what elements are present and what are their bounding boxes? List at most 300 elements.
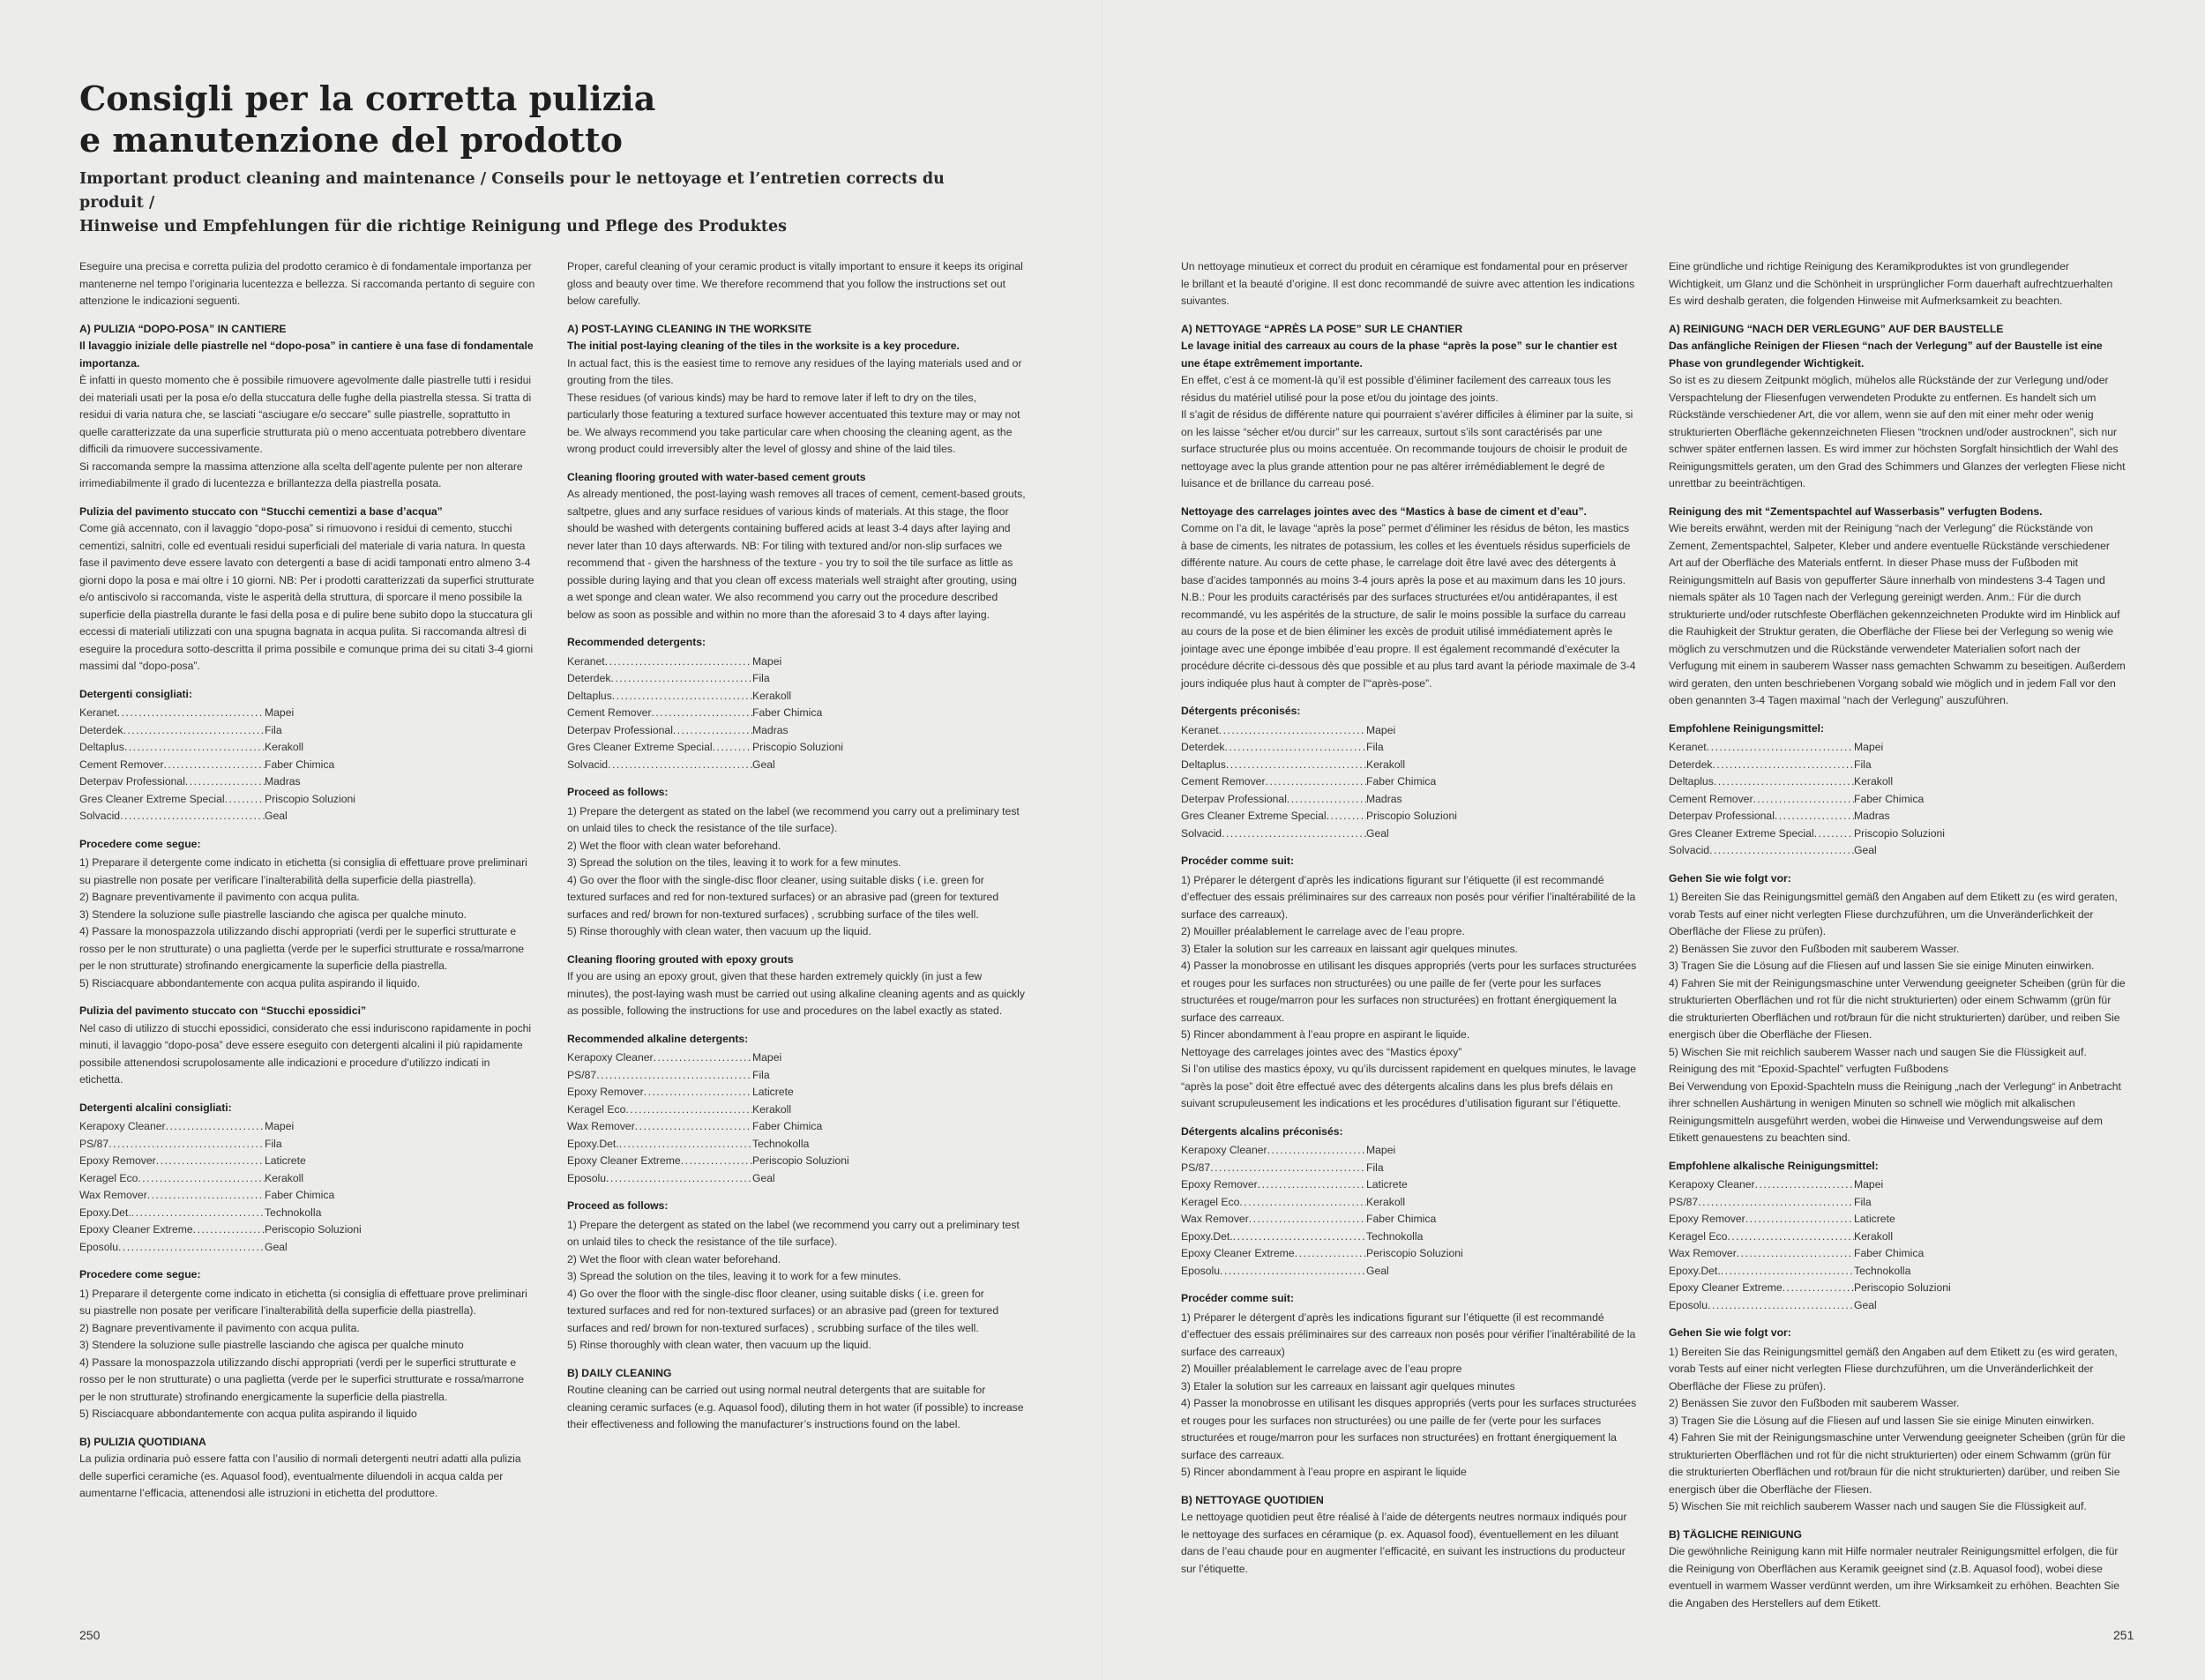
detergent-name: PS/87: [1181, 1161, 1211, 1174]
detergent-item: [1181, 1194, 1463, 1212]
procedure-steps: [79, 855, 535, 992]
detergent-name: Deltaplus: [1669, 775, 1714, 788]
procedure-step: 5) Wischen Sie mit reichlich sauberem Wasser nach und saugen Sie die Flüssigkeit auf.: [1669, 1500, 2087, 1512]
detergent-brand: Fila: [1854, 1195, 1872, 1208]
procedure-heading: Procéder comme suit:: [1181, 855, 1295, 867]
detergent-name: PS/87: [79, 1137, 109, 1150]
cement-grout-paragraph: Come già accennato, con il lavaggio “dopo-posa” si rimuovono i residui di cemento, stucchi cementizi, salnitri, colle ed eventuali residui superficiali del materiale di varia natura. In questa fase il pavimento deve essere lavato con detergenti a base di acidi tamponati entro almeno 3-4 giorni dopo la posa e mai oltre i 10 giorni. NB: Per i prodotti caratterizzati da superfici strutturate e/o antiscivolo si raccomanda, viste le asperità della struttura, di sporcare il meno possibile la superficie della piastrella durante le fasi della posa e di pulire bene subito dopo la stuccatura gli eccessi di materiali utilizzati con una spugna bagnata in acqua pulita. Si raccomanda altresì di eseguire la procedura sotto-descritta il prima possibile e comunque prima dei su citati 3-4 giorni massimi dal “dopo-posa”.: [79, 522, 534, 672]
detergent-brand: Mapei: [1854, 1178, 1884, 1191]
procedure-heading: Proceed as follows:: [567, 786, 669, 798]
detergent-name: Deterdek: [1669, 758, 1713, 771]
procedure-heading: Procéder comme suit:: [1181, 1292, 1295, 1304]
detergent-name: Deltaplus: [1181, 758, 1226, 771]
detergent-name: Solvacid: [567, 758, 609, 771]
detergent-brand: Madras: [265, 775, 301, 788]
detergent-brand: Technokolla: [1366, 1229, 1424, 1243]
detergent-brand: Periscopio Soluzioni: [752, 1154, 849, 1167]
detergent-brand: Geal: [752, 758, 775, 771]
detergent-name: Epoxy.Det.: [79, 1206, 131, 1219]
procedure-step: 4) Passer la monobrosse en utilisant les disques appropriés (verts pour les surfaces structurées et rouges pour les surfaces non structurées) ou une paille de fer (verte pour les surfaces structurées et rouge/marron pour les surfaces non structurées) en frottant énergiquement la surface des carreaux.: [1181, 959, 1637, 1024]
detergent-name: PS/87: [1669, 1195, 1699, 1208]
section-a-heading: A) PULIZIA “DOPO-POSA” IN CANTIERE: [79, 322, 287, 335]
procedure-step: 1) Bereiten Sie das Reinigungsmittel gemäß den Angaben auf dem Etikett zu (es wird geraten, vorab Tests auf einer nicht verlegten Fliese durchzuführen, um die Unveränderlichkeit der Oberfläche der Fliese zu prüfen).: [1669, 891, 2118, 937]
detergents-list: [79, 705, 535, 825]
detergent-brand: Kerakoll: [1854, 1229, 1894, 1243]
detergent-brand: Kerakoll: [1366, 1195, 1406, 1208]
procedure-step: 4) Passer la monobrosse en utilisant les disques appropriés (verts pour les surfaces structurées et rouges pour les surfaces non structurées) ou une paille de fer (verte pour les surfaces structurées et rouge/marron pour les surfaces non structurées) en frottant énergiquement la surface des carreaux.: [1181, 1397, 1637, 1461]
detergent-item: [1669, 1228, 1951, 1246]
detergent-name: Deltaplus: [567, 689, 612, 702]
detergent-name: Epoxy.Det.: [1181, 1229, 1233, 1243]
detergent-name: Wax Remover: [79, 1189, 147, 1201]
detergent-item: [79, 1118, 362, 1136]
alkaline-detergents-list: [1181, 1142, 1638, 1280]
detergent-name: Epoxy.Det.: [567, 1137, 619, 1150]
detergent-item: [79, 1187, 362, 1205]
detergent-item: [1181, 1228, 1463, 1246]
detergent-brand: Fila: [1854, 758, 1872, 771]
section-b-paragraph: La pulizia ordinaria può essere fatta con l’ausilio di normali detergenti neutri adatti alla pulizia delle superfici ceramiche (es. Aquasol food), eventualmente diluendoli in acqua calda per aumentarne l’efficacia, attenendosi alle istruzioni in etichetta del produttore.: [79, 1452, 521, 1499]
detergent-item: [567, 739, 849, 757]
section-a-heading: A) POST-LAYING CLEANING IN THE WORKSITE: [567, 322, 812, 335]
procedure-step: 5) Rincer abondamment à l’eau propre en aspirant le liquide: [1181, 1466, 1467, 1478]
procedure-step: 2) Mouiller préalablement le carrelage avec de l’eau propre: [1181, 1363, 1462, 1375]
detergent-item: [79, 1239, 362, 1257]
detergent-name: Epoxy Remover: [1181, 1178, 1258, 1191]
detergent-brand: Faber Chimica: [1854, 792, 1925, 805]
detergent-item: [79, 1153, 362, 1170]
detergent-brand: Madras: [1854, 810, 1890, 822]
detergent-brand: Geal: [265, 1240, 288, 1253]
procedure-step: 2) Wet the floor with clean water beforehand.: [567, 839, 781, 852]
detergent-item: [1669, 1176, 1951, 1194]
detergent-name: Solvacid: [1181, 826, 1222, 840]
detergent-item: [79, 1205, 362, 1222]
page-title: [79, 78, 655, 161]
detergent-brand: Mapei: [1366, 723, 1396, 736]
detergent-item: [1181, 757, 1463, 774]
detergent-name: Gres Cleaner Extreme Special: [567, 741, 713, 753]
detergent-name: Kerapoxy Cleaner: [1181, 1144, 1267, 1156]
detergent-brand: Fila: [752, 672, 770, 684]
detergent-brand: Laticrete: [1854, 1213, 1895, 1225]
procedure-steps: [1669, 1344, 2126, 1516]
page-number-left: 250: [79, 1628, 101, 1642]
detergent-name: PS/87: [567, 1068, 597, 1081]
detergent-brand: Mapei: [752, 654, 782, 668]
section-b-heading: B) PULIZIA QUOTIDIANA: [79, 1435, 206, 1448]
procedure-step: 2) Bagnare preventivamente il pavimento con acqua pulita.: [79, 1321, 360, 1334]
section-a-paragraph: In actual fact, this is the easiest time to remove any residues of the laying materials used and or grouting from the tiles.: [567, 356, 1022, 386]
detergent-name: Eposolu: [567, 1171, 607, 1184]
detergent-brand: Faber Chimica: [752, 1120, 823, 1132]
detergent-brand: Technokolla: [752, 1137, 810, 1150]
detergent-item: [1181, 825, 1463, 843]
procedure-steps: [79, 1286, 535, 1423]
detergent-brand: Priscopio Soluzioni: [1366, 810, 1457, 822]
procedure-heading: Procedere come segue:: [79, 1268, 201, 1281]
detergent-brand: Faber Chimica: [1366, 1213, 1437, 1225]
section-b-heading: B) DAILY CLEANING: [567, 1366, 672, 1379]
cement-grout-paragraph: Wie bereits erwähnt, werden mit der Reinigung “nach der Verlegung” die Rückstände von Zement, Zementspachtel, Salpeter, Kleber und andere eventuelle Rückstände verschiedener Art auf der Oberfläche des Materials entfernt. In dieser Phase muss der Fußboden mit Reinigungsmitteln auf Basis von gepufferter Säure innerhalb von mindestens 3-4 Tagen und niemals später als 10 Tagen nach der Verlegung gereinigt werden. Anm.: Für die durch strukturierte und/oder rutschfeste Oberflächen gekennzeichneten Produkte wird im Hinblick auf die Rauhigkeit der Struktur geraten, die Oberfläche der Fliese bei der Verlegung so wenig wie möglich zu verschmutzen und die Rückstände verwendeter Materialien sofort nach der Verfugung mit einem in sauberem Wasser nass gemachten Schwamm zu beseitigen. Außerdem wird geraten, den unten beschriebenen Vorgang sobald wie möglich und in jedem Fall vor den oben genannten 3-4 Tagen maximal “nach der Verlegung” auszuführen.: [1669, 522, 2126, 706]
detergent-item: [1669, 1245, 1951, 1263]
detergent-brand: Priscopio Soluzioni: [265, 792, 355, 805]
detergent-item: [1181, 1176, 1463, 1194]
detergent-item: [567, 705, 849, 722]
cement-grout-heading: Pulizia del pavimento stuccato con “Stucchi cementizi a base d’acqua”: [79, 504, 443, 518]
detergent-brand: Mapei: [265, 706, 295, 719]
detergent-brand: Geal: [1854, 844, 1877, 856]
title-line-1: Consigli per la corretta pulizia: [79, 78, 656, 118]
section-a-paragraph: These residues (of various kinds) may be hard to remove later if left to dry on the tiles, particularly those featuring a textured surface however accentuated this texture may or may not be. We always recommend you take particular care when choosing the cleaning agent, as the wrong product could irreversibly alter the level of glossy and shine of the laid tiles.: [567, 391, 1020, 455]
procedure-step: 3) Tragen Sie die Lösung auf die Fliesen auf und lassen Sie sie einige Minuten einwirken.: [1669, 1414, 2095, 1427]
detergent-item: [1181, 1263, 1463, 1281]
detergent-item: [567, 1067, 849, 1085]
procedure-step: 1) Preparare il detergente come indicato in etichetta (si consiglia di effettuare prove preliminari su piastrelle non posate per verificare l’inalterabilità della superficie della piastrella).: [79, 1287, 527, 1317]
procedure-step: 5) Rinse thoroughly with clean water, then vacuum up the liquid.: [567, 1339, 871, 1351]
detergent-item: [1181, 722, 1463, 740]
detergent-brand: Kerakoll: [752, 689, 792, 702]
detergent-brand: Faber Chimica: [1366, 775, 1437, 788]
detergent-item: [79, 1136, 362, 1154]
procedure-step: Reinigung des mit “Epoxid-Spachtel” verfugten Fußbodens: [1669, 1063, 1949, 1075]
title-line-2: e manutenzione del prodotto: [79, 120, 623, 160]
procedure-step: 2) Benässen Sie zuvor den Fußboden mit sauberem Wasser.: [1669, 942, 1960, 955]
procedure-step: 1) Prepare the detergent as stated on the label (we recommend you carry out a preliminary test on unlaid tiles to check the resistance of the tile surface).: [567, 804, 1020, 834]
detergent-name: Kerapoxy Cleaner: [1669, 1178, 1755, 1191]
procedure-step: 2) Bagnare preventivamente il pavimento con acqua pulita.: [79, 891, 360, 903]
procedure-step: 3) Spread the solution on the tiles, leaving it to work for a few minutes.: [567, 1270, 901, 1282]
intro-paragraph: Eine gründliche und richtige Reinigung des Keramikproduktes ist von grundlegender Wichtigkeit, um Glanz und die Schönheit in ursprünglicher Form dauerhaft aufrechtzuerhalten Es wird deshalb geraten, die folgenden Hinweise mit Aufmerksamkeit zu beachten.: [1669, 260, 2113, 307]
detergent-item: [1669, 1263, 1951, 1281]
detergent-item: [567, 1136, 849, 1154]
section-a-paragraph: È infatti in questo momento che è possibile rimuovere agevolmente dalle piastrelle tutti i residui dei materiali usati per la posa e/o della stuccatura delle fughe della piastrella stessa. Si tratta di residui di varia natura che, se lasciati “asciugare e/o seccare” sulle piastrelle, soprattutto in quelle caratterizzate da una superficie strutturata più o meno accentuata potrebbero diventare difficili da rimuovere successivamente.: [79, 374, 532, 455]
procedure-step: 1) Preparare il detergente come indicato in etichetta (si consiglia di effettuare prove preliminari su piastrelle non posate per verificare l’inalterabilità della superficie della piastrella).: [79, 856, 527, 886]
detergent-item: [1181, 1211, 1463, 1228]
section-b-heading: B) TÄGLICHE REINIGUNG: [1669, 1527, 1802, 1541]
detergents-list: [1181, 722, 1638, 843]
detergent-name: Keranet: [567, 654, 605, 668]
cement-grout-heading: Reinigung des mit “Zementspachtel auf Wasserbasis” verfugten Bodens.: [1669, 504, 2043, 518]
detergent-brand: Laticrete: [752, 1086, 794, 1098]
detergent-name: Solvacid: [1669, 844, 1710, 856]
section-b-heading: B) NETTOYAGE QUOTIDIEN: [1181, 1493, 1324, 1506]
section-a-lead: Le lavage initial des carreaux au cours de la phase “après la pose” sur le chantier est une étape extrêmement importante.: [1181, 340, 1618, 370]
section-a-paragraph: Si raccomanda sempre la massima attenzione alla scelta dell’agente pulente per non alterare irrimediabilmente il grado di lucentezza e brillantezza della piastrella posata.: [79, 459, 523, 489]
detergent-name: Deterpav Professional: [1181, 792, 1287, 805]
detergent-brand: Geal: [1366, 826, 1389, 840]
section-b-paragraph: Die gewöhnliche Reinigung kann mit Hilfe normaler neutraler Reinigungsmittel erfolgen, die für die Reinigung von Oberflächen aus Keramik geeignet sind (z.B. Aquasol food), wobei diese eventuell in warmem Wasser verdünnt werden, um ihre Wirksamkeit zu erhöhen. Beachten Sie die Angaben des Herstellers auf dem Etikett.: [1669, 1545, 2119, 1609]
detergent-item: [567, 1170, 849, 1188]
detergent-brand: Priscopio Soluzioni: [1854, 826, 1945, 840]
epoxy-grout-paragraph: Nel caso di utilizzo di stucchi epossidici, considerato che essi induriscono rapidamente in pochi minuti, il lavaggio “dopo-posa” deve essere eseguito con detergenti alcalini il più rapidamente possibile attenendosi scrupolosamente alle indicazioni e procedure d’utilizzo indicati in etichetta.: [79, 1021, 532, 1086]
detergent-brand: Kerakoll: [265, 1171, 304, 1184]
detergent-name: Cement Remover: [1181, 775, 1266, 788]
detergent-name: Keragel Eco: [1669, 1229, 1728, 1243]
detergent-name: Keranet: [1181, 723, 1219, 736]
detergent-brand: Faber Chimica: [265, 758, 335, 771]
detergent-name: Keragel Eco: [1181, 1195, 1240, 1208]
detergent-item: [1669, 1194, 1951, 1212]
detergent-brand: Fila: [265, 723, 282, 736]
detergent-name: Gres Cleaner Extreme Special: [79, 792, 225, 805]
procedure-step: 4) Passare la monospazzola utilizzando dischi appropriati (verdi per le superfici strutturate e rosso per le non strutturate) o una paglietta (verde per le superfici strutturate e rossa/marrone per le non strutturate) strofinando energicamente la superficie della piastrella.: [79, 1355, 525, 1403]
detergent-item: [1181, 791, 1463, 809]
procedure-step: 4) Fahren Sie mit der Reinigungsmaschine unter Verwendung geeigneter Scheiben (grün für die strukturierten Oberflächen und rot für die nicht strukturierten) oder einem Schwamm (grün für die strukturierten Oberflächen und rot/braun für die nicht strukturierten) darüber, und reiben Sie energisch über die Oberfläche der Fliesen.: [1669, 1431, 2126, 1496]
detergent-brand: Geal: [1854, 1298, 1877, 1311]
detergent-brand: Fila: [752, 1068, 770, 1081]
detergent-brand: Kerakoll: [1854, 775, 1894, 788]
intro-paragraph: Un nettoyage minutieux et correct du produit en céramique est fondamental pour en préserver le brillant et la beauté d’origine. Il est donc recommandé de suivre avec attention les indications suivantes.: [1181, 260, 1635, 307]
detergents-heading: Détergents préconisés:: [1181, 705, 1301, 717]
section-a-paragraph: So ist es zu diesem Zeitpunkt möglich, mühelos alle Rückstände der zur Verlegung und/oder Verspachtelung der Fliesenfugen verwendeten Produkte zu entfernen. Es handelt sich um Rückstände verschiedener Art, die vor allem, wenn sie auf den mit einer mehr oder wenig strukturierten Oberfläche gekennzeichneten Fliesen “trocknen und/oder austrocknen”, sich nur schwer später entfernen lassen. Es wird immer zur höchsten Sorgfalt hinsichtlich der Wahl des Reinigungsmittels geraten, um den Grad des Schimmers und Glanzes der verlegten Fliese nicht unrettbar zu beeinträchtigen.: [1669, 374, 2126, 489]
cement-grout-paragraph: Comme on l’a dit, le lavage “après la pose” permet d’éliminer les résidus de béton, les mastics à base de ciments, les nitrates de potassium, les colles et les éventuels résidus superficiels de différente nature. Au cours de cette phase, le carrelage doit être lavé avec des détergents à base d’acides tamponnés au moins 3-4 jours après la pose et au maximum dans les 10 jours. N.B.: Pour les produits caractérisés par des surfaces structurées et/ou antidérapantes, il est recommandé, vu les aspérités de la structure, de salir le moins possible la surface du carreau au cours de la pose et de bien éliminer les excès de produit utilisé immédiatement après le jointage avec une éponge imbibée d’eau propre. Il est également recommandé d’exécuter la procédure décrite ci-dessous dès que possible et au plus tard avant la période maximale de 3-4 jours indiquée plus haut à compter de l’“après-pose”.: [1181, 522, 1636, 690]
procedure-steps: [567, 803, 1026, 941]
detergent-item: [567, 722, 849, 740]
detergent-item: [79, 757, 362, 774]
detergent-item: [567, 670, 849, 688]
section-a-paragraph: Il s’agit de résidus de différente nature qui pourraient s’avérer difficiles à éliminer par la suite, si on les laisse “sécher et/ou durcir” sur les carreaux, surtout s’ils sont caractérisés par une surface structurée plus ou moins accentuée. On recommande toujours de choisir le produit de nettoyage avec la plus grande attention pour ne pas altérer irrémédiablement le degré de luisance et de brillance du carreau posé.: [1181, 408, 1633, 489]
column-french: [1181, 258, 1638, 1578]
cement-grout-paragraph: As already mentioned, the post-laying wash removes all traces of cement, cement-based grouts, saltpetre, glues and any surface residues of various kinds of materials. At this stage, the floor should be washed with detergents containing buffered acids at least 3-4 days after laying and never later than 10 days afterwards. NB: For tiling with textured and/or non-slip surfaces we recommend that - given the harshness of the texture - you try to soil the tile surface as little as possible during laying and that you clean off excess materials well straight after grouting, using a wet sponge and clean water. We also recommend you carry out the procedure described below as soon as possible and within no more than the aforesaid 3 to 4 days after laying.: [567, 488, 1026, 621]
detergent-item: [1669, 791, 1951, 809]
detergent-name: Solvacid: [79, 810, 121, 822]
procedure-step: 1) Prepare the detergent as stated on the label (we recommend you carry out a preliminary test on unlaid tiles to check the resistance of the tile surface).: [567, 1218, 1020, 1248]
section-a-lead: Das anfängliche Reinigen der Fliesen “nach der Verlegung” auf der Baustelle ist eine Phase von grundlegender Wichtigkeit.: [1669, 340, 2103, 370]
intro-paragraph: Eseguire una precisa e corretta pulizia del prodotto ceramico è di fondamentale importanza per mantenerne nel tempo l’originaria lucentezza e bellezza. Si raccomanda pertanto di seguire con attenzione le indicazioni seguenti.: [79, 260, 535, 307]
detergent-name: Wax Remover: [1181, 1213, 1249, 1225]
detergent-name: Deltaplus: [79, 741, 124, 753]
detergent-name: Eposolu: [1181, 1264, 1221, 1277]
page-number-right: 251: [2113, 1628, 2134, 1642]
procedure-step: 3) Stendere la soluzione sulle piastrelle lasciando che agisca per qualche minuto.: [79, 907, 467, 921]
alkaline-detergents-list: [79, 1118, 535, 1256]
detergent-item: [79, 1170, 362, 1188]
detergent-item: [567, 1153, 849, 1170]
detergent-name: Keragel Eco: [79, 1171, 138, 1184]
detergent-brand: Madras: [1366, 792, 1402, 805]
detergent-name: Deterdek: [1181, 741, 1225, 753]
procedure-heading: Gehen Sie wie folgt vor:: [1669, 1326, 1791, 1339]
detergent-name: Gres Cleaner Extreme Special: [1181, 810, 1327, 822]
detergent-name: Eposolu: [1669, 1298, 1708, 1311]
section-a-heading: A) REINIGUNG “NACH DER VERLEGUNG” AUF DER BAUSTELLE: [1669, 322, 2004, 335]
detergents-list: [1669, 739, 2126, 860]
procedure-step: 5) Rinse thoroughly with clean water, then vacuum up the liquid.: [567, 925, 871, 937]
detergent-name: Wax Remover: [1669, 1247, 1737, 1259]
detergent-brand: Kerakoll: [265, 741, 304, 753]
detergent-item: [79, 1221, 362, 1239]
procedure-steps: [1181, 872, 1638, 1113]
detergent-brand: Mapei: [1366, 1144, 1396, 1156]
detergent-item: [567, 1049, 849, 1067]
detergent-brand: Laticrete: [1366, 1178, 1408, 1191]
subtitle-line-2: Hinweise und Empfehlungen für die richtige Reinigung und Pflege des Produktes: [79, 218, 787, 235]
right-page: [1102, 0, 2205, 1680]
detergent-item: [567, 1084, 849, 1101]
detergent-brand: Mapei: [752, 1051, 782, 1064]
detergent-name: Wax Remover: [567, 1120, 635, 1132]
detergent-item: [1181, 773, 1463, 791]
alkaline-detergents-list: [567, 1049, 1026, 1187]
detergent-item: [1181, 808, 1463, 825]
procedure-steps: [1181, 1310, 1638, 1482]
detergent-item: [1669, 1211, 1951, 1228]
procedure-heading: Procedere come segue:: [79, 837, 201, 850]
procedure-step: 1) Préparer le détergent d’après les indications figurant sur l’étiquette (il est recommandé d’effectuer des essais préliminaires sur des carreaux non posés pour vérifier l’inaltérabilité de la surface des carreaux).: [1181, 873, 1636, 921]
detergent-item: [1181, 1160, 1463, 1177]
detergent-name: Deterdek: [79, 723, 123, 736]
detergent-item: [1669, 739, 1951, 757]
column-english: [567, 258, 1026, 1434]
column-italian: [79, 258, 535, 1503]
detergent-item: [1181, 1142, 1463, 1160]
column-german: [1669, 258, 2126, 1612]
detergent-brand: Geal: [752, 1171, 775, 1184]
procedure-step: 3) Spread the solution on the tiles, leaving it to work for a few minutes.: [567, 856, 901, 869]
procedure-step: 4) Go over the floor with the single-disc floor cleaner, using suitable disks ( i.e. green for textured surfaces and red for non-textured surfaces) or an abrasive pad (green for textured surfaces and red/ brown for non-textured surfaces) , scrubbing surface of the tiles well.: [567, 1287, 999, 1334]
detergent-brand: Fila: [1366, 741, 1384, 753]
procedure-heading: Proceed as follows:: [567, 1199, 669, 1212]
detergents-heading: Recommended detergents:: [567, 636, 706, 648]
detergent-name: Epoxy Cleaner Extreme: [1669, 1281, 1783, 1294]
detergent-item: [1669, 1280, 1951, 1297]
procedure-step: 4) Go over the floor with the single-disc floor cleaner, using suitable disks ( i.e. green for textured surfaces and red for non-textured surfaces) or an abrasive pad (green for textured surfaces and red/ brown for non-textured surfaces) , scrubbing surface of the tiles well.: [567, 873, 999, 921]
detergent-name: Eposolu: [79, 1240, 119, 1253]
detergent-name: Keragel Eco: [567, 1102, 626, 1116]
alkaline-detergents-heading: Empfohlene alkalische Reinigungsmittel:: [1669, 1159, 1879, 1172]
procedure-step: Bei Verwendung von Epoxid-Spachteln muss die Reinigung „nach der Verlegung“ in Anbetracht ihrer schnellen Aushärtung in wenigen Minuten so schnell wie möglich mit alkalischen Reinigungsmitteln ausgeführt werden, wobei die Hinweise und Verwendungsweise auf dem Etikett genauestens zu beachten sind.: [1669, 1079, 2121, 1144]
section-b-paragraph: Le nettoyage quotidien peut être réalisé à l’aide de détergents neutres normaux indiqués pour le nettoyage des surfaces en céramique (p. ex. Aquasol food), éventuellement en les diluant dans de l’eau chaude pour en augmenter l’efficacité, en suivant les instructions du producteur sur l’étiquette.: [1181, 1511, 1627, 1575]
detergent-brand: Mapei: [1854, 741, 1884, 753]
detergent-item: [567, 1101, 849, 1119]
intro-paragraph: Proper, careful cleaning of your ceramic product is vitally important to ensure it keeps its original gloss and beauty over time. We therefore recommend that you follow the instructions set out below carefully.: [567, 260, 1023, 307]
detergent-name: Keranet: [79, 706, 117, 719]
procedure-step: 3) Tragen Sie die Lösung auf die Fliesen auf und lassen Sie sie einige Minuten einwirken.: [1669, 959, 2095, 972]
detergent-item: [79, 791, 362, 809]
detergent-brand: Mapei: [265, 1120, 295, 1132]
alkaline-detergents-heading: Recommended alkaline detergents:: [567, 1032, 749, 1045]
detergent-item: [1181, 1245, 1463, 1263]
detergent-name: Cement Remover: [1669, 792, 1753, 805]
procedure-steps: [567, 1217, 1026, 1355]
detergent-name: Deterpav Professional: [1669, 810, 1775, 822]
detergent-item: [1669, 1297, 1951, 1315]
detergent-brand: Kerakoll: [1366, 758, 1406, 771]
procedure-step: 3) Etaler la solution sur les carreaux en laissant agir quelques minutes: [1181, 1379, 1515, 1393]
detergents-list: [567, 653, 1026, 774]
detergent-brand: Technokolla: [1854, 1264, 1911, 1277]
detergent-brand: Geal: [265, 810, 288, 822]
detergent-brand: Periscopio Soluzioni: [1854, 1281, 1951, 1294]
detergent-item: [1181, 739, 1463, 757]
detergent-name: Deterpav Professional: [79, 775, 185, 788]
detergent-name: Epoxy Remover: [79, 1154, 156, 1167]
detergents-heading: Empfohlene Reinigungsmittel:: [1669, 721, 1825, 735]
procedure-step: 5) Wischen Sie mit reichlich sauberem Wasser nach und saugen Sie die Flüssigkeit auf.: [1669, 1045, 2087, 1058]
detergent-name: Deterpav Professional: [567, 723, 673, 736]
detergent-brand: Periscopio Soluzioni: [1366, 1247, 1463, 1259]
section-a-lead: Il lavaggio iniziale delle piastrelle nel “dopo-posa” in cantiere è una fase di fondamentale importanza.: [79, 340, 534, 370]
detergent-brand: Fila: [1366, 1161, 1384, 1174]
detergent-brand: Laticrete: [265, 1154, 306, 1167]
procedure-step: 4) Fahren Sie mit der Reinigungsmaschine unter Verwendung geeigneter Scheiben (grün für die strukturierten Oberflächen und rot für die nicht strukturierten) oder einem Schwamm (grün für die strukturierten Oberflächen und rot/braun für die nicht strukturierten) darüber, und reiben Sie energisch über die Oberfläche der Fliesen.: [1669, 976, 2126, 1041]
detergent-brand: Faber Chimica: [752, 706, 823, 719]
detergent-brand: Faber Chimica: [1854, 1247, 1925, 1259]
detergent-name: Epoxy Remover: [567, 1086, 644, 1098]
detergent-name: Epoxy Cleaner Extreme: [1181, 1247, 1295, 1259]
cement-grout-heading: Nettoyage des carrelages jointes avec des “Mastics à base de ciment et d’eau”.: [1181, 504, 1587, 518]
detergent-brand: Geal: [1366, 1264, 1389, 1277]
alkaline-detergents-list: [1669, 1176, 2126, 1314]
procedure-steps: [1669, 889, 2126, 1147]
detergent-brand: Madras: [752, 723, 789, 736]
detergent-name: Kerapoxy Cleaner: [79, 1120, 166, 1132]
detergent-name: Epoxy Cleaner Extreme: [567, 1154, 681, 1167]
detergent-brand: Technokolla: [265, 1206, 322, 1219]
detergent-item: [1669, 825, 1951, 843]
detergent-name: Gres Cleaner Extreme Special: [1669, 826, 1814, 840]
alkaline-detergents-heading: Détergents alcalins préconisés:: [1181, 1124, 1343, 1138]
procedure-step: Nettoyage des carrelages jointes avec des “Mastics époxy”: [1181, 1045, 1462, 1058]
procedure-step: 1) Préparer le détergent d’après les indications figurant sur l’étiquette (il est recommandé d’effectuer des essais préliminaires sur des carreaux non posés pour vérifier l’inaltérabilité de la surface des carreaux): [1181, 1310, 1636, 1358]
procedure-step: 1) Bereiten Sie das Reinigungsmittel gemäß den Angaben auf dem Etikett zu (es wird geraten, vorab Tests auf einer nicht verlegten Fliese durchzuführen, um die Unveränderlichkeit der Oberfläche der Fliese zu prüfen).: [1669, 1345, 2118, 1393]
subtitle-line-1: Important product cleaning and maintenance / Conseils pour le nettoyage et l’entretien corrects du produit /: [79, 170, 945, 212]
detergent-brand: Kerakoll: [752, 1102, 792, 1116]
section-a-heading: A) NETTOYAGE “APRÈS LA POSE” SUR LE CHANTIER: [1181, 322, 1463, 335]
detergent-name: Deterdek: [567, 672, 611, 684]
procedure-step: 5) Rincer abondamment à l’eau propre en aspirant le liquide.: [1181, 1028, 1470, 1041]
procedure-step: 3) Etaler la solution sur les carreaux en laissant agir quelques minutes.: [1181, 942, 1519, 955]
procedure-step: 2) Wet the floor with clean water beforehand.: [567, 1252, 781, 1266]
detergent-item: [567, 757, 849, 774]
detergent-item: [1669, 842, 1951, 860]
detergents-heading: Detergenti consigliati:: [79, 687, 192, 700]
detergent-item: [1669, 773, 1951, 791]
procedure-step: 2) Mouiller préalablement le carrelage avec de l’eau propre.: [1181, 925, 1465, 937]
detergent-name: Epoxy.Det.: [1669, 1264, 1721, 1277]
epoxy-grout-paragraph: If you are using an epoxy grout, given that these harden extremely quickly (in just a few minutes), the post-laying wash must be carried out using alkaline cleaning agents and as quickly as possible, following the instructions for use and procedures on the label exactly as stated.: [567, 970, 1025, 1017]
procedure-step: 4) Passare la monospazzola utilizzando dischi appropriati (verdi per le superfici strutturate e rosso per le non strutturate) o una paglietta (verde per le superfici strutturate e rossa/marrone per le non strutturate) strofinando energicamente la superficie della piastrella.: [79, 925, 525, 972]
detergent-brand: Fila: [265, 1137, 282, 1150]
procedure-step: Si l’on utilise des mastics époxy, vu qu’ils durcissent rapidement en quelques minutes, le lavage “après la pose” doit être effectué avec des détergents alcalins dans les plus brefs délais en suivant scrupuleusement les indications et les procédures d’utilisation figurant sur l’étiquette.: [1181, 1063, 1636, 1109]
detergent-item: [1669, 808, 1951, 825]
left-page: [0, 0, 1102, 1680]
detergent-brand: Faber Chimica: [265, 1189, 335, 1201]
detergent-name: Epoxy Remover: [1669, 1213, 1745, 1225]
cement-grout-heading: Cleaning flooring grouted with water-based cement grouts: [567, 470, 866, 483]
detergent-name: Epoxy Cleaner Extreme: [79, 1223, 193, 1236]
detergent-item: [567, 653, 849, 671]
detergent-name: Kerapoxy Cleaner: [567, 1051, 654, 1064]
page-subtitle: [79, 168, 1005, 239]
procedure-step: 5) Risciacquare abbondantemente con acqua pulita aspirando il liquido: [79, 1407, 417, 1420]
detergent-item: [567, 688, 849, 706]
procedure-step: 2) Benässen Sie zuvor den Fußboden mit sauberem Wasser.: [1669, 1397, 1960, 1409]
detergent-brand: Periscopio Soluzioni: [265, 1223, 362, 1236]
detergent-item: [79, 739, 362, 757]
detergent-brand: Priscopio Soluzioni: [752, 741, 843, 753]
detergent-item: [79, 722, 362, 740]
detergent-item: [567, 1118, 849, 1136]
detergent-item: [79, 773, 362, 791]
procedure-heading: Gehen Sie wie folgt vor:: [1669, 871, 1791, 885]
detergent-item: [79, 808, 362, 825]
epoxy-grout-heading: Pulizia del pavimento stuccato con “Stucchi epossidici”: [79, 1004, 367, 1017]
section-a-paragraph: En effet, c’est à ce moment-là qu’il est possible d’éliminer facilement des carreaux tous les résidus du matériel utilisé pour la pose et/ou du jointage des joints.: [1181, 374, 1611, 404]
epoxy-grout-heading: Cleaning flooring grouted with epoxy grouts: [567, 952, 794, 966]
detergent-item: [79, 705, 362, 722]
